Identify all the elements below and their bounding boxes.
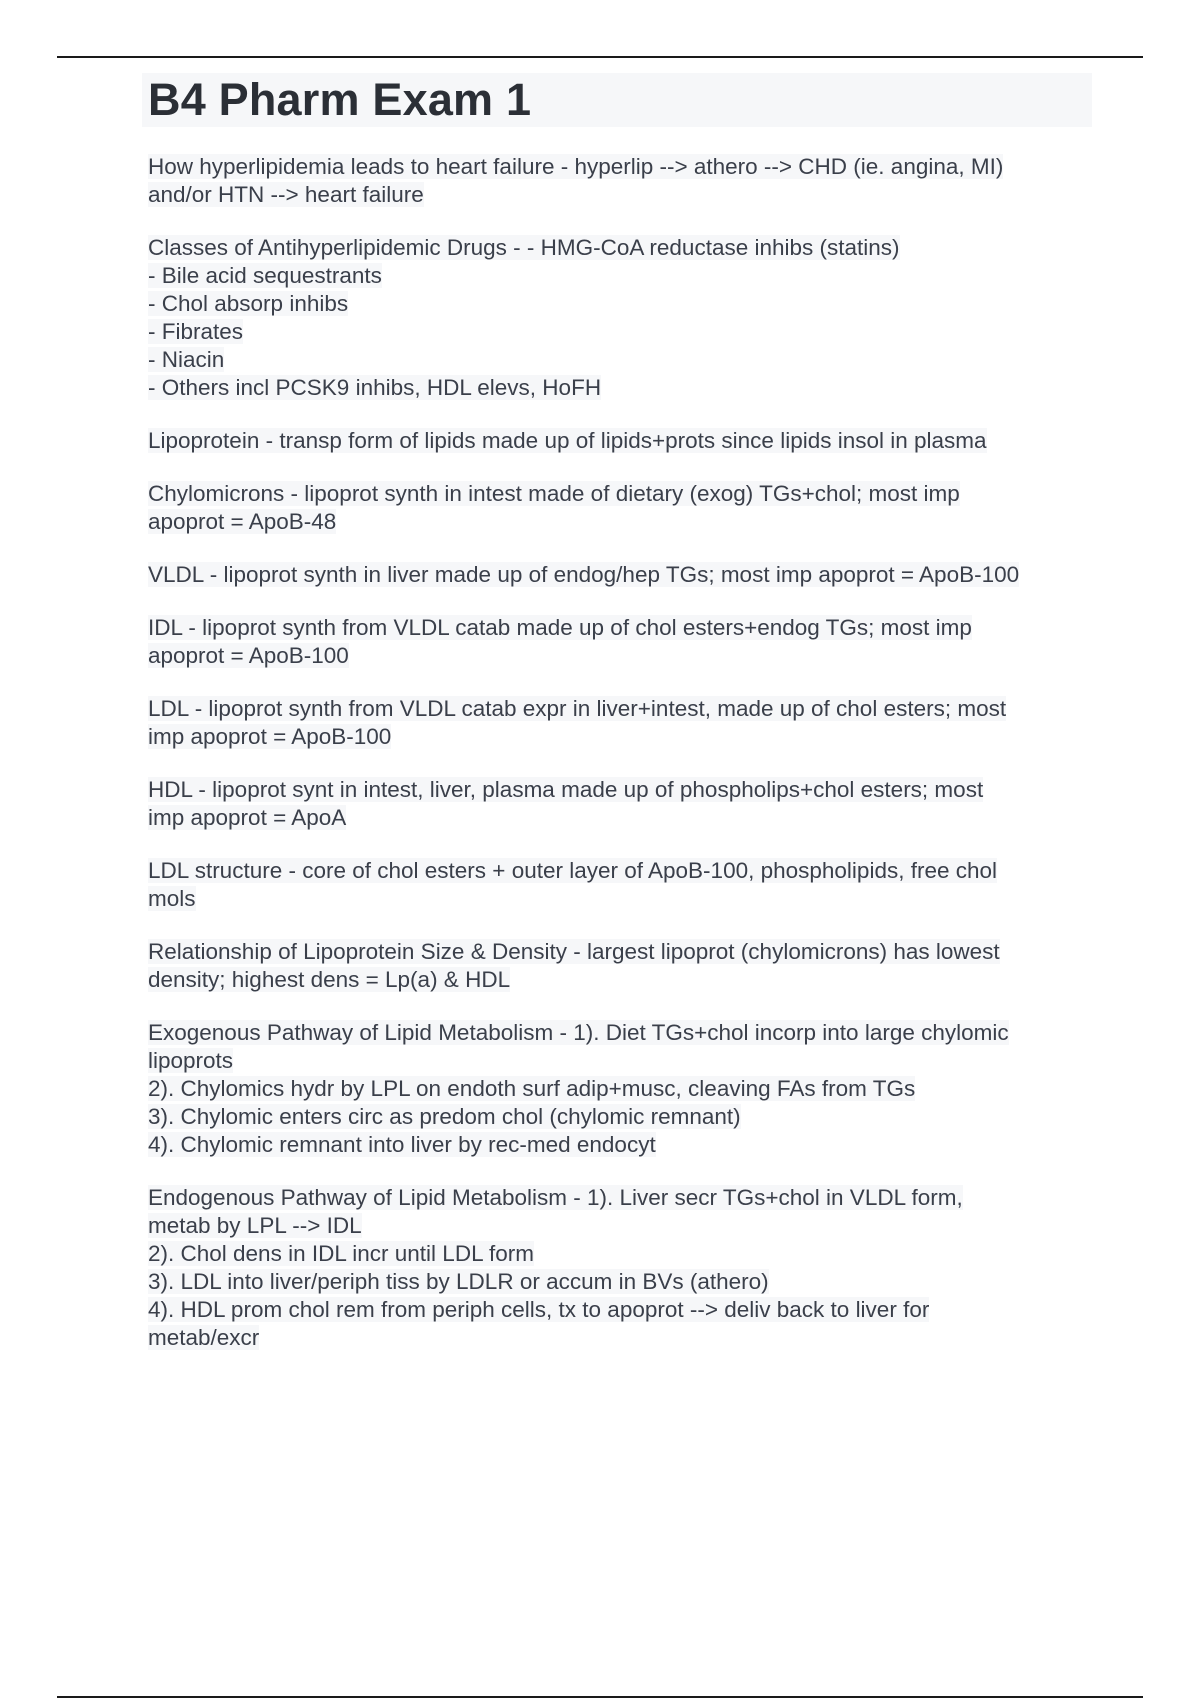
flashcard-line	[148, 374, 1092, 402]
flashcard-entry	[148, 1019, 1092, 1159]
flashcard-line-text: and/or HTN --> heart failure	[148, 182, 424, 207]
flashcard-line	[148, 561, 1092, 589]
flashcard-line-text: 2). Chylomics hydr by LPL on endoth surf adip+musc, cleaving FAs from TGs	[148, 1076, 916, 1101]
flashcard-line-text: imp apoprot = ApoB-100	[148, 724, 392, 749]
flashcard-line-text: - Others incl PCSK9 inhibs, HDL elevs, HoFH	[148, 375, 602, 400]
flashcard-line	[148, 1103, 1092, 1131]
flashcard-entry	[148, 938, 1092, 994]
flashcard-line	[148, 857, 1092, 885]
flashcard-entry	[148, 1184, 1092, 1352]
flashcard-line	[148, 938, 1092, 966]
flashcard-line	[148, 614, 1092, 642]
flashcard-line	[148, 318, 1092, 346]
flashcard-line	[148, 776, 1092, 804]
flashcard-line-text: imp apoprot = ApoA	[148, 805, 347, 830]
flashcard-line	[148, 508, 1092, 536]
flashcard-entry	[148, 776, 1092, 832]
flashcard-line	[148, 1019, 1092, 1047]
flashcard-line-text: 2). Chol dens in IDL incr until LDL form	[148, 1241, 534, 1266]
document-content	[142, 73, 1092, 1377]
flashcard-line	[148, 1075, 1092, 1103]
flashcard-line-text: 4). HDL prom chol rem from periph cells, tx to apoprot --> deliv back to liver for	[148, 1297, 930, 1322]
flashcard-line-text: 4). Chylomic remnant into liver by rec-med endocyt	[148, 1132, 656, 1157]
flashcard-entry	[148, 695, 1092, 751]
flashcard-entry	[148, 857, 1092, 913]
flashcard-line	[148, 885, 1092, 913]
flashcard-line-text: apoprot = ApoB-100	[148, 643, 349, 668]
flashcard-line-text: Chylomicrons - lipoprot synth in intest made of dietary (exog) TGs+chol; most imp	[148, 481, 960, 506]
document-title: B4 Pharm Exam 1	[142, 73, 1092, 127]
top-rule	[57, 56, 1143, 58]
flashcard-line	[148, 1240, 1092, 1268]
flashcard-line	[148, 1047, 1092, 1075]
flashcard-line-text: 3). Chylomic enters circ as predom chol (chylomic remnant)	[148, 1104, 741, 1129]
flashcard-line	[148, 1184, 1092, 1212]
flashcard-line-text: - Bile acid sequestrants	[148, 263, 382, 288]
flashcard-line-text: Endogenous Pathway of Lipid Metabolism - 1). Liver secr TGs+chol in VLDL form,	[148, 1185, 963, 1210]
flashcard-line	[148, 723, 1092, 751]
flashcard-line	[148, 262, 1092, 290]
flashcard-line-text: mols	[148, 886, 196, 911]
flashcard-line-text: Classes of Antihyperlipidemic Drugs - - HMG-CoA reductase inhibs (statins)	[148, 235, 900, 260]
flashcard-line	[148, 695, 1092, 723]
flashcard-line	[148, 1324, 1092, 1352]
flashcard-line	[148, 234, 1092, 262]
flashcard-line	[148, 346, 1092, 374]
flashcard-line-text: Exogenous Pathway of Lipid Metabolism - 1). Diet TGs+chol incorp into large chylomic	[148, 1020, 1009, 1045]
flashcard-entry	[148, 561, 1092, 589]
flashcard-line-text: Lipoprotein - transp form of lipids made up of lipids+prots since lipids insol in plasma	[148, 428, 987, 453]
flashcard-entry	[148, 234, 1092, 402]
flashcard-line-text: VLDL - lipoprot synth in liver made up of endog/hep TGs; most imp apoprot = ApoB-100	[148, 562, 1020, 587]
flashcard-line-text: How hyperlipidemia leads to heart failure - hyperlip --> athero --> CHD (ie. angina, MI)	[148, 154, 1004, 179]
flashcard-entry	[148, 153, 1092, 209]
flashcard-line-text: - Fibrates	[148, 319, 244, 344]
flashcard-line-text: metab/excr	[148, 1325, 260, 1350]
flashcard-line-text: density; highest dens = Lp(a) & HDL	[148, 967, 511, 992]
flashcard-line-text: IDL - lipoprot synth from VLDL catab made up of chol esters+endog TGs; most imp	[148, 615, 972, 640]
flashcard-line	[148, 427, 1092, 455]
flashcard-line	[148, 1296, 1092, 1324]
flashcard-line	[148, 153, 1092, 181]
flashcard-line	[148, 804, 1092, 832]
flashcard-line-text: apoprot = ApoB-48	[148, 509, 337, 534]
flashcard-line	[148, 642, 1092, 670]
flashcard-line-text: 3). LDL into liver/periph tiss by LDLR or accum in BVs (athero)	[148, 1269, 769, 1294]
flashcard-line-text: lipoprots	[148, 1048, 234, 1073]
flashcard-entry	[148, 427, 1092, 455]
flashcard-line	[148, 966, 1092, 994]
flashcard-line-text: - Niacin	[148, 347, 225, 372]
flashcard-line-text: Relationship of Lipoprotein Size & Density - largest lipoprot (chylomicrons) has lowest	[148, 939, 1000, 964]
flashcard-line	[148, 1131, 1092, 1159]
flashcard-line	[148, 1268, 1092, 1296]
flashcard-line	[148, 480, 1092, 508]
flashcard-line	[148, 181, 1092, 209]
flashcard-list	[142, 153, 1092, 1352]
flashcard-line-text: metab by LPL --> IDL	[148, 1213, 362, 1238]
flashcard-line-text: LDL structure - core of chol esters + outer layer of ApoB-100, phospholipids, free chol	[148, 858, 998, 883]
flashcard-entry	[148, 480, 1092, 536]
flashcard-line	[148, 1212, 1092, 1240]
flashcard-entry	[148, 614, 1092, 670]
bottom-rule	[57, 1696, 1143, 1698]
flashcard-line-text: LDL - lipoprot synth from VLDL catab expr in liver+intest, made up of chol esters; most	[148, 696, 1007, 721]
flashcard-line-text: - Chol absorp inhibs	[148, 291, 349, 316]
flashcard-line	[148, 290, 1092, 318]
flashcard-line-text: HDL - lipoprot synt in intest, liver, plasma made up of phospholips+chol esters; most	[148, 777, 984, 802]
